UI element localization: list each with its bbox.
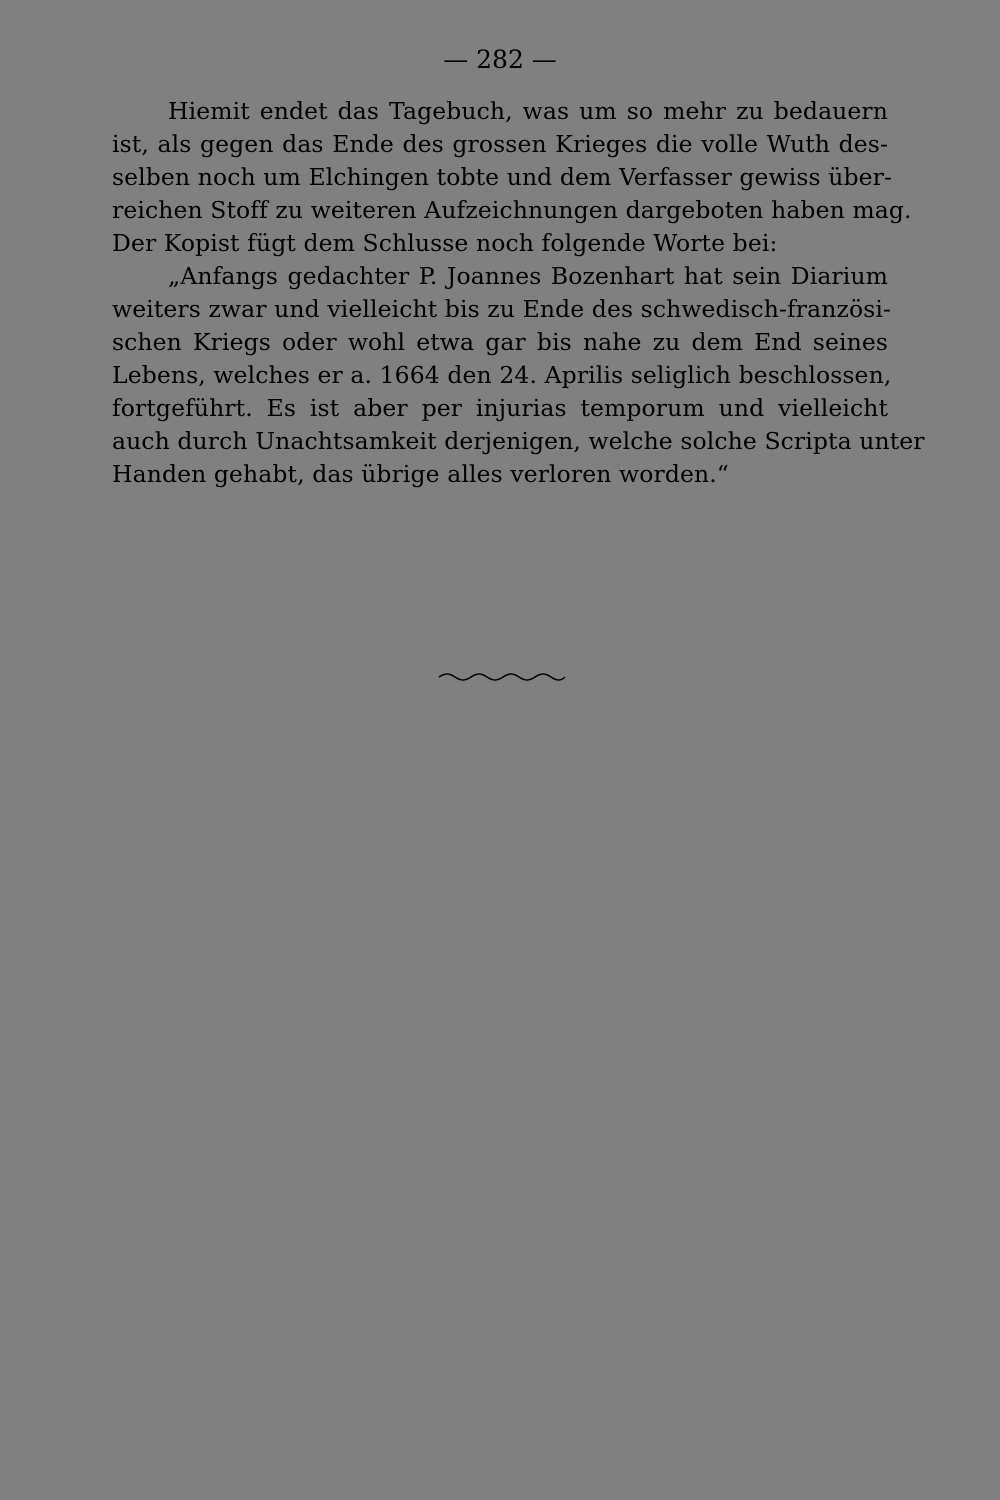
text-line: Hiemit endet das Tagebuch, was um so mehr zu bedauern — [168, 97, 888, 125]
text-line: reichen Stoff zu weiteren Aufzeichnungen dargeboten haben mag. — [112, 196, 912, 224]
text-line: ist, als gegen das Ende des grossen Krieges die volle Wuth des- — [112, 130, 888, 158]
text-line: Lebens, welches er a. 1664 den 24. Aprilis seliglich beschlossen, — [112, 361, 892, 389]
text-line: Der Kopist fügt dem Schlusse noch folgende Worte bei: — [112, 229, 778, 257]
text-line: Handen gehabt, das übrige alles verloren worden.“ — [112, 460, 729, 488]
paragraph — [112, 95, 912, 260]
page-number: — 282 — — [443, 45, 557, 74]
wavy-divider-ornament — [437, 669, 567, 683]
text-block — [112, 95, 925, 491]
text-line: fortgeführt. Es ist aber per injurias temporum und vielleicht — [112, 394, 888, 422]
text-line: schen Kriegs oder wohl etwa gar bis nahe zu dem End seines — [112, 328, 888, 356]
text-line: auch durch Unachtsamkeit derjenigen, welche solche Scripta unter — [112, 427, 925, 455]
text-line: „Anfangs gedachter P. Joannes Bozenhart hat sein Diarium — [168, 262, 888, 290]
text-line: weiters zwar und vielleicht bis zu Ende des schwedisch-französi- — [112, 295, 892, 323]
paragraph — [112, 260, 925, 491]
text-line: selben noch um Elchingen tobte und dem Verfasser gewiss über- — [112, 163, 893, 191]
